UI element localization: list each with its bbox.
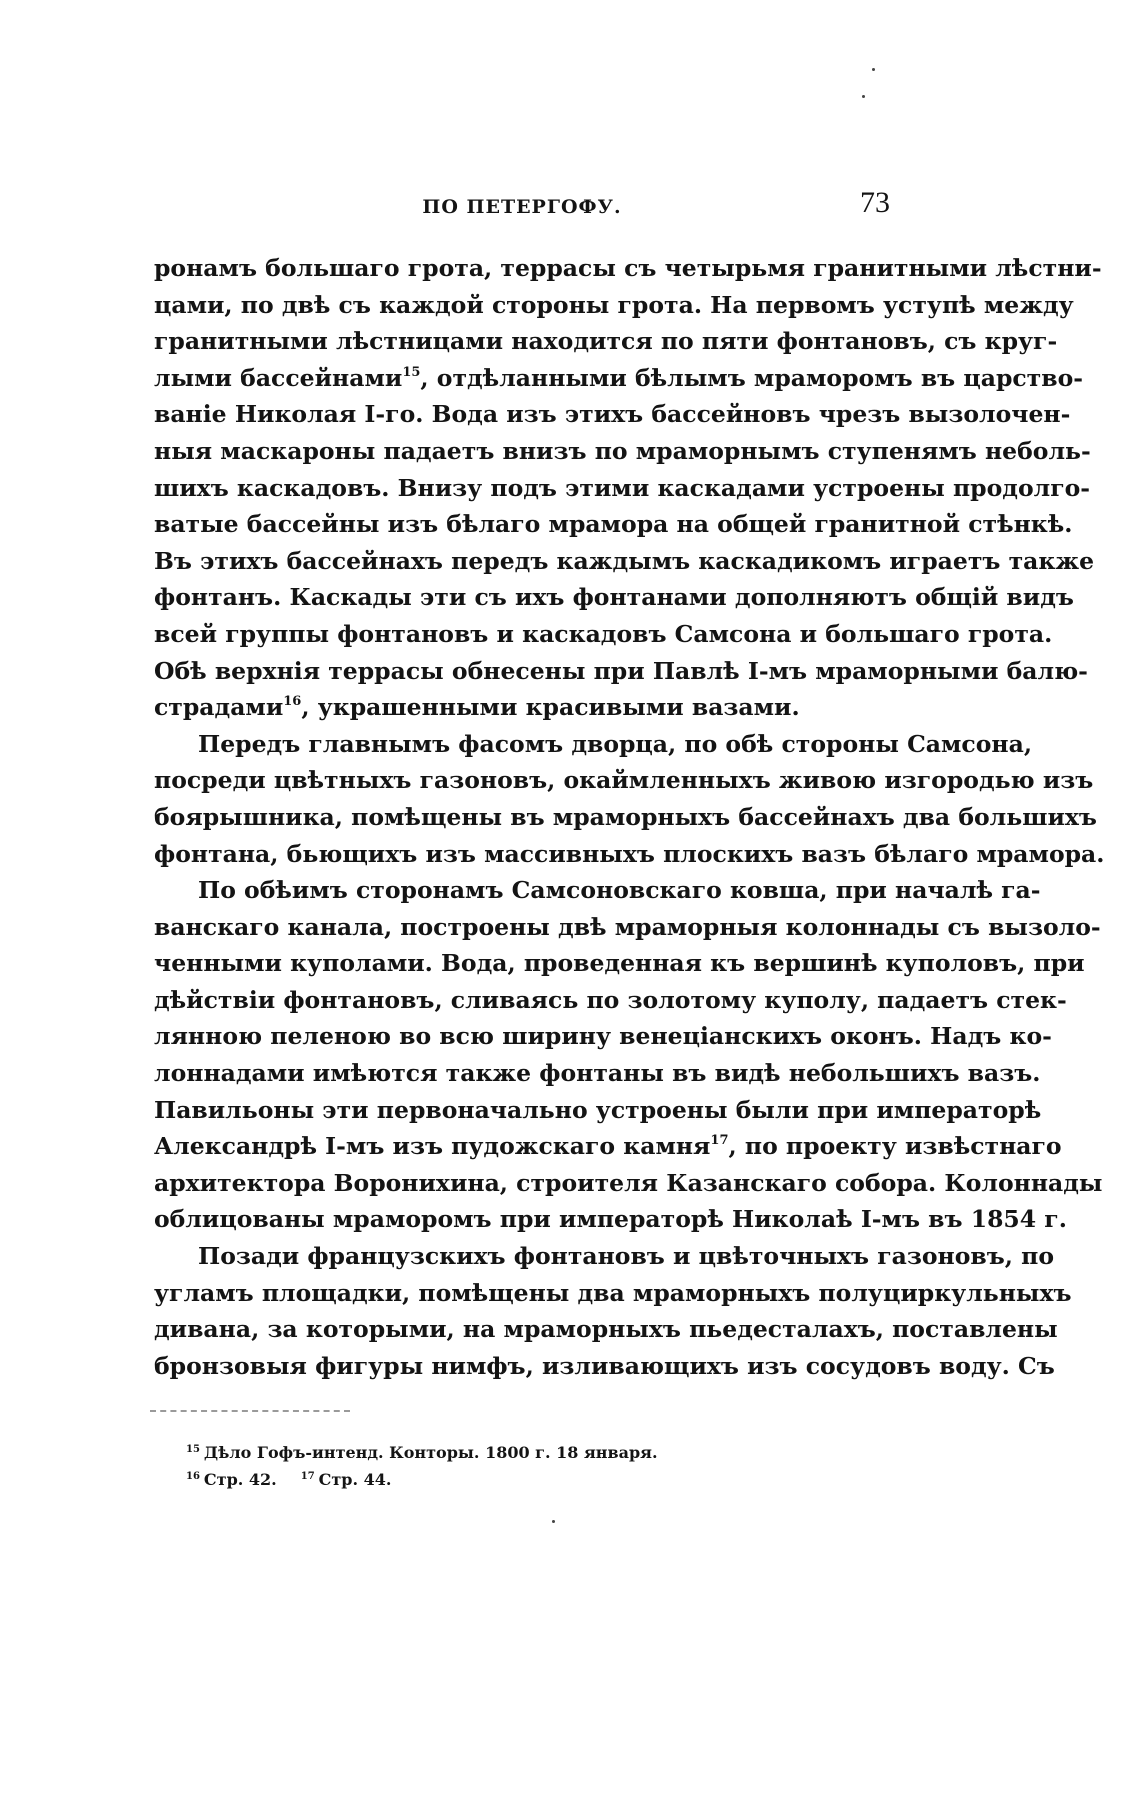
scan-speck: [552, 1520, 555, 1523]
footnote-text: Дѣло Гофъ-интенд. Конторы. 1800 г. 18 января.: [203, 1443, 658, 1462]
text-line: Обѣ верхнія террасы обнесены при Павлѣ І-мъ мраморными балю-: [154, 656, 1088, 685]
footnote-text: Стр. 44.: [318, 1470, 392, 1489]
text-line: ронамъ большаго грота, террасы съ четырьмя гранитными лѣстни-: [154, 254, 1102, 282]
text-line: дѣйствіи фонтановъ, сливаясь по золотому куполу, падаетъ стек-: [154, 985, 1067, 1014]
text-line: дивана, за которыми, на мраморныхъ пьедесталахъ, поставлены: [154, 1315, 1058, 1344]
text-line: цами, по двѣ съ каждой стороны грота. На первомъ уступѣ между: [154, 290, 1074, 319]
text-line: всей группы фонтановъ и каскадовъ Самсона и большаго грота.: [154, 619, 1053, 648]
text-line: архитектора Воронихина, строителя Казанскаго собора. Колоннады: [154, 1168, 1103, 1197]
text-line: фонтана, бьющихъ изъ массивныхъ плоскихъ вазъ бѣлаго мрамора.: [154, 839, 1105, 868]
text-line: лыми бассейнами$^{15}$, отдѣланными бѣлымъ мраморомъ въ царство-: [154, 363, 1084, 392]
text-line: лоннадами имѣются также фонтаны въ видѣ небольшихъ вазъ.: [154, 1059, 1041, 1088]
body-text: [154, 250, 1105, 1384]
paragraph: [154, 872, 1103, 1238]
paragraph: [154, 726, 1105, 872]
footnotes: [186, 1438, 658, 1492]
text-line: Позади французскихъ фонтановъ и цвѣточныхъ газоновъ, по: [198, 1242, 1055, 1271]
paragraph: [154, 1238, 1072, 1384]
footnote-mark: 16: [186, 1471, 200, 1482]
text-line: ваніе Николая І-го. Вода изъ этихъ бассейновъ чрезъ вызолочен-: [154, 400, 1071, 429]
text-line: ватые бассейны изъ бѣлаго мрамора на общей гранитной стѣнкѣ.: [154, 510, 1073, 539]
text-line: Александрѣ І-мъ изъ пудожскаго камня$^{17}$, по проекту извѣстнаго: [154, 1132, 1062, 1161]
text-line: По обѣимъ сторонамъ Самсоновскаго ковша, при началѣ га-: [198, 876, 1041, 905]
text-line: посреди цвѣтныхъ газоновъ, окаймленныхъ живою изгородью изъ: [154, 766, 1094, 795]
text-line: Въ этихъ бассейнахъ передъ каждымъ каскадикомъ играетъ также: [154, 546, 1095, 575]
footnote-reference[interactable]: 17: [710, 1133, 729, 1149]
text-line: Передъ главнымъ фасомъ дворца, по обѣ стороны Самсона,: [198, 729, 1033, 758]
scan-speck: [862, 95, 865, 98]
text-line: облицованы мраморомъ при императорѣ Николаѣ І-мъ въ 1854 г.: [154, 1205, 1067, 1234]
running-title: ПО ПЕТЕРГОФУ.: [422, 196, 622, 218]
text-line: страдами$^{16}$, украшенными красивыми вазами.: [154, 693, 800, 722]
footnote-reference[interactable]: 16: [283, 694, 302, 710]
text-line: ченными куполами. Вода, проведенная къ вершинѣ куполовъ, при: [154, 949, 1085, 978]
text-line: шихъ каскадовъ. Внизу подъ этими каскадами устроены продолго-: [154, 473, 1091, 502]
page-number: 73: [860, 186, 890, 219]
text-line: фонтанъ. Каскады эти съ ихъ фонтанами дополняютъ общій видъ: [154, 583, 1074, 612]
text-line: ныя маскароны падаетъ внизъ по мраморнымъ ступенямъ неболь-: [154, 436, 1091, 465]
page-header: [154, 186, 890, 226]
footnote-mark: 17: [300, 1471, 315, 1482]
footnote-line: [186, 1438, 658, 1465]
footnote-line: [186, 1465, 658, 1492]
text-line: гранитными лѣстницами находится по пяти фонтановъ, съ круг-: [154, 327, 1058, 356]
text-line: угламъ площадки, помѣщены два мраморныхъ полуциркульныхъ: [154, 1278, 1072, 1307]
text-line: Павильоны эти первоначально устроены были при императорѣ: [154, 1095, 1042, 1124]
footnote-text: Стр. 42.: [203, 1470, 277, 1489]
footnote-separator: [150, 1410, 350, 1412]
text-line: боярышника, помѣщены въ мраморныхъ бассейнахъ два большихъ: [154, 802, 1097, 831]
text-line: бронзовыя фигуры нимфъ, изливающихъ изъ сосудовъ воду. Съ: [154, 1351, 1055, 1380]
text-line: ванскаго канала, построены двѣ мраморныя колоннады съ вызоло-: [154, 912, 1101, 941]
footnote-reference[interactable]: 15: [402, 364, 421, 380]
paragraph: [154, 250, 1102, 726]
text-line: лянною пеленою во всю ширину венеціанскихъ оконъ. Надъ ко-: [154, 1022, 1052, 1051]
footnote-mark: 15: [186, 1444, 200, 1455]
scan-speck: [872, 68, 875, 71]
